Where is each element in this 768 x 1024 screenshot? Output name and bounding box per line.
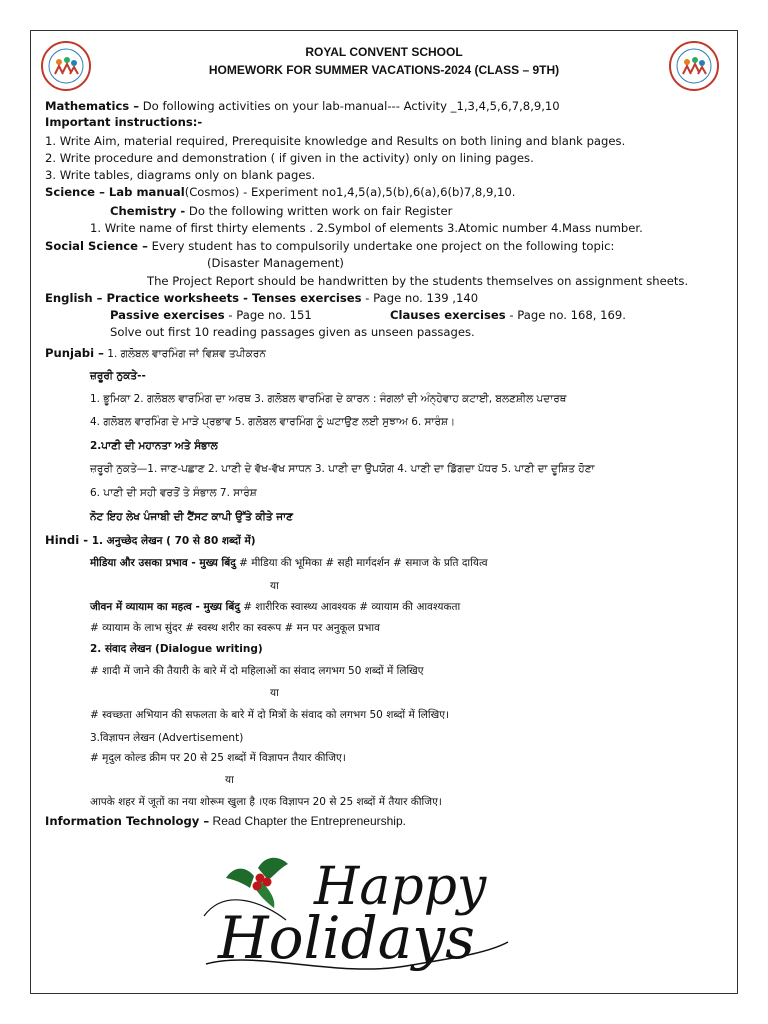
social-line <box>45 239 614 253</box>
holly-icon <box>226 858 288 908</box>
social-label: Social Science – <box>45 239 148 253</box>
hindi-or: या <box>270 687 279 699</box>
punjabi-points2a: ਜ਼ਰੂਰੀ ਨੁਕਤੇ—1. ਜਾਣ-ਪਛਾਣ 2. ਪਾਣੀ ਦੇ ਵੱਖ-ਵੱਖ ਸਾਧਨ 3. ਪਾਣੀ ਦਾ ਉਪਯੋਗ 4. ਪਾਣੀ ਦਾ ਡਿੱਗਦਾ ਪੱਧਰ 5. ਪਾਣੀ ਦਾ ਦੂਸ਼ਿਤ ਹੋਣਾ <box>90 463 595 475</box>
instructions-heading: Important instructions:- <box>45 115 203 129</box>
math-label: Mathematics – <box>45 99 140 113</box>
hindi-or: या <box>270 580 279 592</box>
social-note: The Project Report should be handwritten by the students themselves on assignment sheets. <box>147 274 689 288</box>
school-name: ROYAL CONVENT SCHOOL <box>305 45 463 59</box>
punjabi-line <box>45 346 266 361</box>
science-line <box>45 185 515 199</box>
hindi-or: या <box>225 774 234 786</box>
hindi-heading3: 3.विज्ञापन लेखन (Advertisement) <box>90 732 244 744</box>
it-label: Information Technology – <box>45 814 210 828</box>
hindi-ad1: # मृदुल कोल्ड क्रीम पर 20 से 25 शब्दों में विज्ञापन तैयार कीजिए। <box>90 752 346 764</box>
chemistry-text: Do the following written work on fair Register <box>185 204 453 218</box>
english-label: English – Practice worksheets - Tenses exercises <box>45 291 362 305</box>
greeting-happy: Happy <box>314 857 487 917</box>
hindi-topic2 <box>90 600 460 614</box>
punjabi-label: Punjabi – <box>45 346 104 360</box>
instruction-item: 3. Write tables, diagrams only on blank pages. <box>45 168 316 182</box>
hindi-topic2-label: जीवन में व्यायाम का महत्व - मुख्य बिंदु <box>90 601 240 613</box>
math-text: Do following activities on your lab-manual--- Activity _1,3,4,5,6,7,8,9,10 <box>139 99 560 113</box>
english-reading: Solve out first 10 reading passages given as unseen passages. <box>110 325 475 339</box>
english-clauses-line <box>390 308 626 322</box>
punjabi-points1b: 4. ਗਲੋਬਲ ਵਾਰਮਿੰਗ ਦੇ ਮਾੜੇ ਪ੍ਰਭਾਵ 5. ਗਲੋਬਲ ਵਾਰਮਿੰਗ ਨੂੰ ਘਟਾਉਣ ਲਈ ਸੁਝਾਅ 6. ਸਾਰੰਸ਼। <box>90 416 456 428</box>
social-text: Every student has to compulsorily undertake one project on the following topic: <box>147 239 615 253</box>
hindi-dialogue2: # स्वच्छता अभियान की सफलता के बारे में दो मित्रों के संवाद को लगभग 50 शब्दों में लिखिए। <box>90 709 450 721</box>
chemistry-items: 1. Write name of first thirty elements . 2.Symbol of elements 3.Atomic number 4.Mass number. <box>90 221 643 235</box>
hindi-line <box>45 533 256 548</box>
instruction-item: 2. Write procedure and demonstration ( if given in the activity) only on lining pages. <box>45 151 534 165</box>
punjabi-points2b: 6. ਪਾਣੀ ਦੀ ਸਹੀ ਵਰਤੋਂ ਤੇ ਸੰਭਾਲ 7. ਸਾਰੰਸ਼ <box>90 487 257 499</box>
chemistry-line <box>110 204 452 218</box>
hindi-dialogue1: # शादी में जाने की तैयारी के बारे में दो महिलाओं का संवाद लगभग 50 शब्दों में लिखिए <box>90 665 424 677</box>
english-tenses-pages: - Page no. 139 ,140 <box>361 291 479 305</box>
hindi-topic2-points-b: # व्यायाम के लाभ सुंदर # स्वस्थ शरीर का स्वरूप # मन पर अनुकूल प्रभाव <box>90 622 380 634</box>
punjabi-points1a: 1. ਭੂਮਿਕਾ 2. ਗਲੋਬਲ ਵਾਰਮਿੰਗ ਦਾ ਅਰਥ 3. ਗਲੋਬਲ ਵਾਰਮਿੰਗ ਦੇ ਕਾਰਨ : ਜੰਗਲਾਂ ਦੀ ਅੰਨ੍ਹੇਵਾਹ ਕਟਾਈ, ਬਲਣਸ਼ੀਲ ਪਦਾਰਥ <box>90 393 567 405</box>
hindi-topic2-points-a: # शारीरिक स्वास्थ्य आवश्यक # व्यायाम की आवश्यकता <box>239 601 461 613</box>
english-passive-line <box>110 308 312 322</box>
clauses-label: Clauses exercises <box>390 308 506 322</box>
homework-title: HOMEWORK FOR SUMMER VACATIONS-2024 (CLASS – 9TH) <box>208 63 560 77</box>
instruction-item: 1. Write Aim, material required, Prerequisite knowledge and Results on both lining and blank pages. <box>45 134 626 148</box>
punjabi-note: ਨੋਟ ਇਹ ਲੇਖ ਪੰਜਾਬੀ ਦੀ ਟੈਂਸਟ ਕਾਪੀ ਉੱਤੇ ਕੀਤੇ ਜਾਣ <box>90 511 293 523</box>
science-text: (Cosmos) - Experiment no1,4,5(a),5(b),6(a),6(b)7,8,9,10. <box>184 185 516 199</box>
math-line <box>45 99 560 113</box>
hindi-heading1: 1. अनुच्छेद लेखन ( 70 से 80 शब्दों में) <box>88 535 256 547</box>
hindi-topic1 <box>90 556 488 570</box>
hindi-topic1-label: मीडिया और उसका प्रभाव - मुख्य बिंदु <box>90 557 236 569</box>
passive-label: Passive exercises <box>110 308 225 322</box>
clauses-pages: - Page no. 168, 169. <box>505 308 626 322</box>
punjabi-topic2: 2.ਪਾਣੀ ਦੀ ਮਹਾਨਤਾ ਅਤੇ ਸੰਭਾਲ <box>90 440 218 452</box>
hindi-topic1-points: # मीडिया की भूमिका # सही मार्गदर्शन # समाज के प्रति दायित्व <box>235 557 488 569</box>
punjabi-topic1: 1. ਗਲੋਬਲ ਵਾਰਮਿੰਗ ਜਾਂ ਵਿਸ਼ਵ ਤਪੀਕਰਨ <box>103 348 266 360</box>
hindi-heading2: 2. संवाद लेखन (Dialogue writing) <box>90 643 263 655</box>
chemistry-label: Chemistry - <box>110 204 186 218</box>
it-text: Read Chapter the Entrepreneurship. <box>209 814 406 828</box>
it-line <box>45 814 406 828</box>
happy-holidays-graphic <box>196 846 516 981</box>
science-label: Science – Lab manual <box>45 185 185 199</box>
hindi-ad2: आपके शहर में जूतों का नया शोरूम खुला है ।एक विज्ञापन 20 से 25 शब्दों में तैयार कीजिए। <box>90 796 442 808</box>
passive-pages: - Page no. 151 <box>224 308 312 322</box>
social-topic: (Disaster Management) <box>207 256 344 270</box>
hindi-label: Hindi - <box>45 533 89 547</box>
punjabi-points-heading: ਜ਼ਰੂਰੀ ਨੁਕਤੇ-- <box>90 370 146 382</box>
english-line <box>45 291 478 305</box>
greeting-holidays: Holidays <box>218 904 475 972</box>
